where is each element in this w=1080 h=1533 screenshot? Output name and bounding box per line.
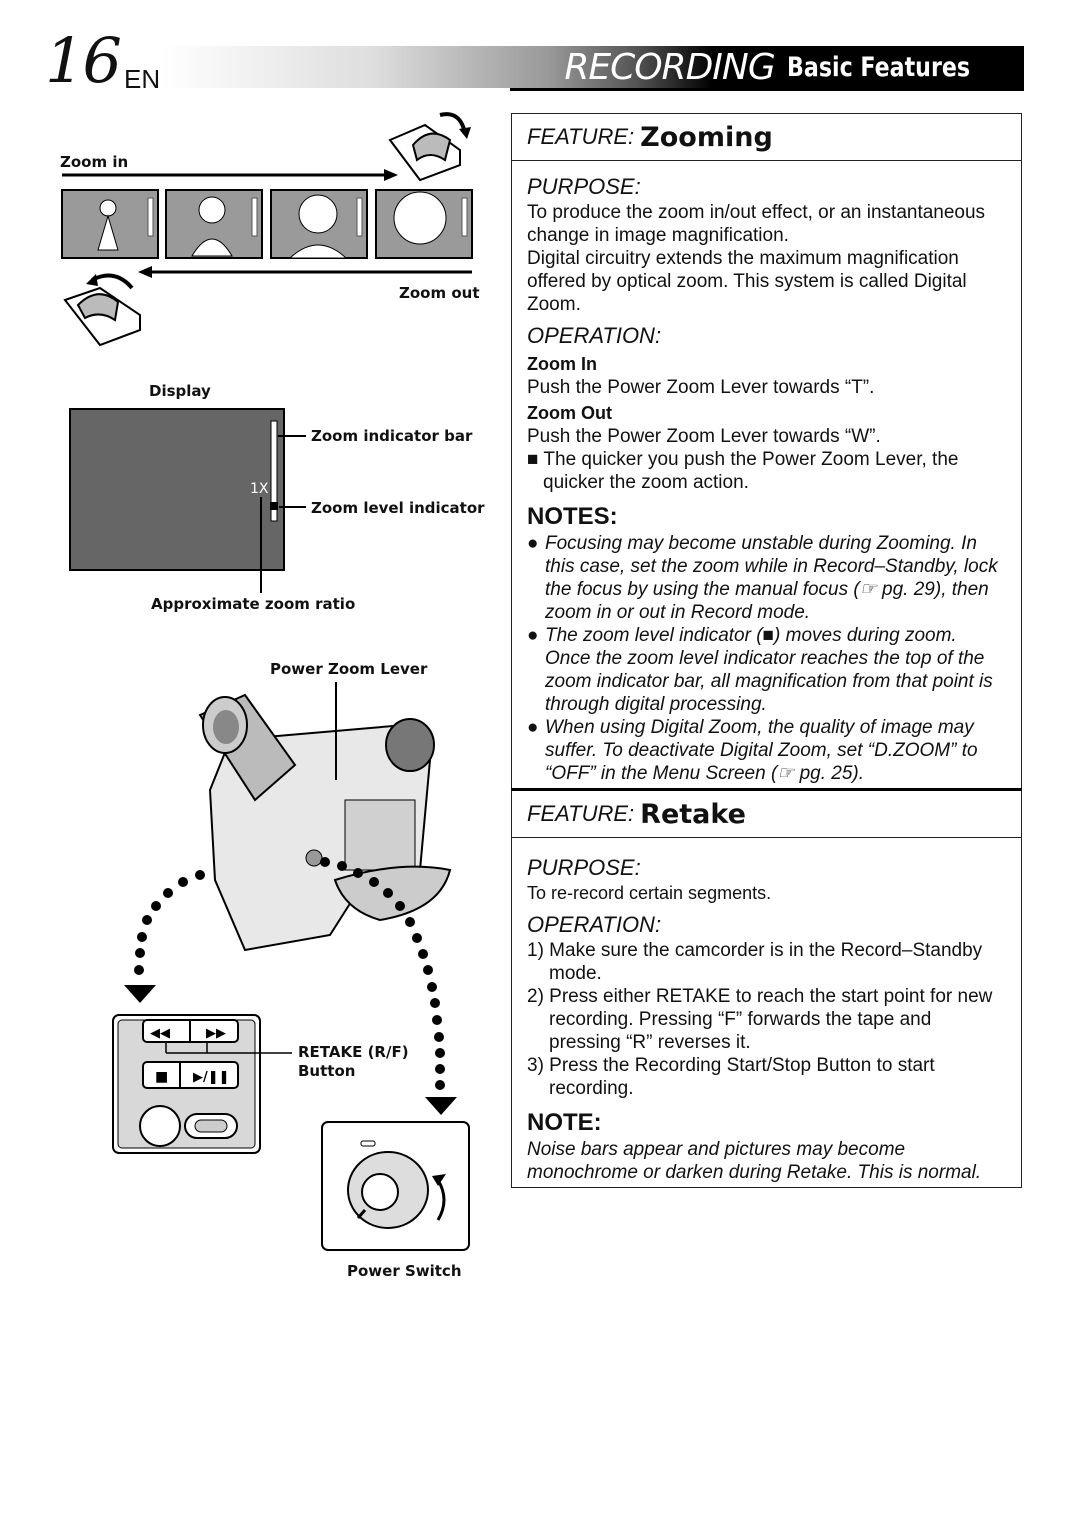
display-label: Display <box>149 382 211 400</box>
svg-text:▶/❚❚: ▶/❚❚ <box>193 1070 230 1085</box>
svg-text:◀◀: ◀◀ <box>150 1026 170 1041</box>
power-switch-label: Power Switch <box>347 1262 462 1280</box>
camcorder-illustration <box>200 682 450 950</box>
note-heading: NOTE: <box>527 1109 602 1136</box>
zoom-in-heading: Zoom In <box>527 354 597 374</box>
page-number: 16 <box>45 24 120 97</box>
operation-heading: OPERATION: <box>527 323 662 348</box>
note-item: ● The zoom level indicator (■) moves during zoom. Once the zoom level indicator reaches the top of the zoom indicator bar, all magnification from that point is through digital processing. <box>527 625 993 715</box>
quicker-note: ■ The quicker you push the Power Zoom Lever, the quicker the zoom action. <box>527 449 959 493</box>
feature-label: FEATURE: <box>527 801 635 826</box>
purpose-text-2: Digital circuitry extends the maximum magnification offered by optical zoom. This system is called Digital Zoom. <box>527 248 967 315</box>
zoom-ratio-text: 1X <box>250 481 269 497</box>
zoom-level-marker <box>270 502 278 510</box>
retake-button-label-line1: RETAKE (R/F) <box>298 1043 409 1061</box>
note-text: Noise bars appear and pictures may become monochrome or darken during Retake. This is normal. <box>527 1139 982 1183</box>
step-item: 3) Press the Recording Start/Stop Button to start recording. <box>527 1055 935 1099</box>
purpose-heading: PURPOSE: <box>527 174 641 199</box>
note-item: ● Focusing may become unstable during Zooming. In this case, set the zoom while in Record–Standby, lock the focus by using the manual focus (☞ pg. 29), then zoom in or out in Record mode. <box>527 533 998 623</box>
zoom-sequence-frames <box>62 190 472 258</box>
zoom-level-indicator-label: Zoom level indicator <box>311 499 485 517</box>
zoom-out-label: Zoom out <box>399 284 480 302</box>
purpose-heading: PURPOSE: <box>527 855 641 880</box>
purpose-text-1: To produce the zoom in/out effect, or an instantaneous change in image magnification. <box>527 202 986 246</box>
notes-heading: NOTES: <box>527 503 618 530</box>
approx-zoom-ratio-label: Approximate zoom ratio <box>151 595 356 613</box>
feature-label: FEATURE: <box>527 124 635 149</box>
feature-name: Retake <box>640 798 746 830</box>
zoom-in-label: Zoom in <box>60 153 129 171</box>
retake-button-label-line2: Button <box>298 1062 356 1080</box>
zoom-lever-wide-icon <box>65 274 140 345</box>
power-zoom-lever-label: Power Zoom Lever <box>270 660 428 678</box>
purpose-text: To re-record certain segments. <box>527 883 772 903</box>
zoom-indicator-bar-label: Zoom indicator bar <box>311 427 473 445</box>
svg-text:▶▶: ▶▶ <box>206 1026 226 1041</box>
dotted-arrow-left <box>124 870 205 1003</box>
step-item: 2) Press either RETAKE to reach the start point for new recording. Pressing “F” forwards the tape and pressing “R” reverses it. <box>527 986 993 1053</box>
power-switch-graphic <box>322 1122 469 1250</box>
page-language: EN <box>124 64 161 94</box>
feature-retake-panel <box>511 788 1022 1188</box>
feature-zooming-title <box>512 114 1021 161</box>
svg-text:■: ■ <box>155 1069 169 1085</box>
operation-heading: OPERATION: <box>527 912 662 937</box>
zoom-in-text: Push the Power Zoom Lever towards “T”. <box>527 377 875 398</box>
feature-retake-title <box>512 791 1021 838</box>
header-title-sub: Basic Features <box>786 51 970 83</box>
zoom-lever-tele-icon <box>390 114 471 180</box>
zoom-out-text: Push the Power Zoom Lever towards “W”. <box>527 426 881 447</box>
feature-zooming-panel <box>511 113 1022 789</box>
retake-button-panel <box>113 1015 292 1153</box>
feature-name: Zooming <box>640 121 773 153</box>
header-title-main: RECORDING <box>564 46 775 88</box>
note-item: ● When using Digital Zoom, the quality of image may suffer. To deactivate Digital Zoom, set “D.ZOOM” to “OFF” in the Menu Screen (☞ pg. 25). <box>527 717 978 784</box>
zoom-out-heading: Zoom Out <box>527 403 612 423</box>
step-item: 1) Make sure the camcorder is in the Record–Standby mode. <box>527 940 983 984</box>
